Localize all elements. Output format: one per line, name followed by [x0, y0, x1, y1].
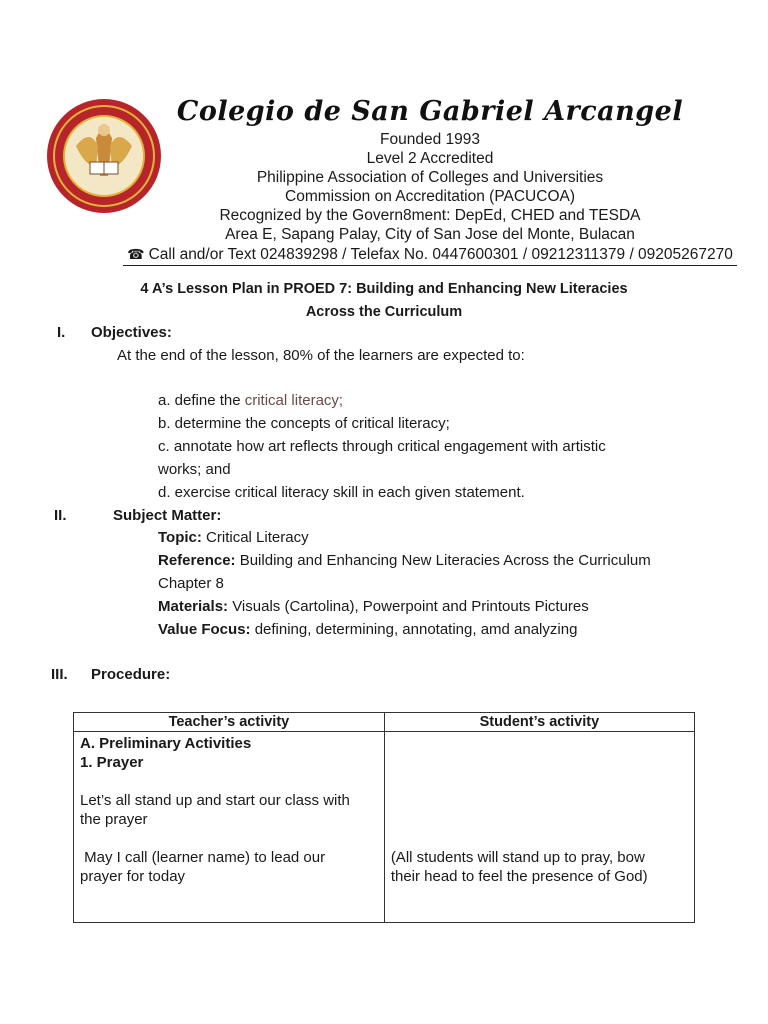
school-header — [90, 94, 768, 266]
lesson-title-line-1: 4 A’s Lesson Plan in PROED 7: Building and Enhancing New Literacies — [140, 281, 628, 297]
objective-d: d. exercise critical literacy skill in each given statement. — [158, 484, 525, 501]
teacher-instruction-1-line-1: Let’s all stand up and start our class with — [80, 792, 350, 809]
reference-chapter: Chapter 8 — [158, 575, 224, 592]
value-focus-row — [158, 620, 577, 640]
student-activity-cell — [384, 732, 694, 923]
prayer-heading: 1. Prayer — [80, 754, 144, 771]
teacher-instruction-2-line-2: prayer for today — [80, 868, 186, 885]
subject-matter-heading: Subject Matter: — [113, 507, 222, 524]
materials-label: Materials: — [158, 598, 229, 615]
lesson-title-line-2: Across the Curriculum — [305, 304, 463, 320]
preliminary-activities-heading: A. Preliminary Activities — [80, 735, 252, 752]
founded-line: Founded 1993 — [380, 131, 480, 148]
materials-value: Visuals (Cartolina), Powerpoint and Printouts Pictures — [228, 598, 589, 615]
school-name: Colegio de San Gabriel Arcangel — [176, 96, 684, 127]
objective-a-prefix: a. define the — [158, 392, 245, 409]
reference-label: Reference: — [158, 552, 236, 569]
objective-b: b. determine the concepts of critical literacy; — [158, 415, 450, 432]
reference-row — [158, 551, 651, 571]
spacer — [391, 734, 688, 848]
contact-text: Call and/or Text 024839298 / Telefax No. 0447600301 / 09212311379 / 09205267270 — [148, 246, 733, 263]
teacher-activity-header: Teacher’s activity — [74, 713, 385, 732]
topic-value: Critical Literacy — [201, 529, 309, 546]
student-response-line-1: (All students will stand up to pray, bow — [390, 849, 645, 866]
table-header-row — [74, 713, 695, 732]
address-line: Area E, Sapang Palay, City of San Jose del Monte, Bulacan — [225, 226, 635, 243]
reference-value: Building and Enhancing New Literacies Across the Curriculum — [235, 552, 651, 569]
topic-row — [158, 528, 309, 548]
objective-c-line-1: c. annotate how art reflects through critical engagement with artistic — [158, 438, 606, 455]
recognition-line: Recognized by the Govern8ment: DepEd, CHED and TESDA — [219, 207, 641, 224]
objectives-intro: At the end of the lesson, 80% of the learners are expected to: — [117, 347, 525, 364]
lesson-title — [0, 278, 768, 324]
value-focus-label: Value Focus: — [158, 621, 251, 638]
objective-c-line-2: works; and — [158, 461, 231, 478]
commission-line: Commission on Accreditation (PACUCOA) — [285, 188, 575, 205]
table-row — [74, 732, 695, 923]
spacer — [80, 772, 378, 791]
objectives-heading: Objectives: — [91, 324, 172, 341]
value-focus-value: defining, determining, annotating, amd analyzing — [250, 621, 578, 638]
student-response-line-2: their head to feel the presence of God) — [390, 868, 648, 885]
teacher-activity-cell — [74, 732, 385, 923]
topic-label: Topic: — [158, 529, 202, 546]
objectives-numeral: I. — [57, 324, 66, 341]
objective-a-term: critical literacy; — [244, 392, 344, 409]
spacer — [80, 829, 378, 848]
objective-a — [158, 391, 343, 411]
association-line: Philippine Association of Colleges and Universities — [256, 169, 604, 186]
subject-matter-numeral: II. — [54, 507, 67, 524]
procedure-heading: Procedure: — [91, 666, 171, 683]
materials-row — [158, 597, 589, 617]
contact-line — [123, 244, 737, 266]
teacher-instruction-2-line-1: May I call (learner name) to lead our — [80, 849, 326, 866]
accreditation-level: Level 2 Accredited — [366, 150, 494, 167]
student-activity-header: Student’s activity — [384, 713, 694, 732]
activities-table — [73, 712, 695, 923]
phone-icon: ☎ — [127, 246, 145, 262]
teacher-instruction-1-line-2: the prayer — [80, 811, 148, 828]
procedure-numeral: III. — [51, 666, 68, 683]
